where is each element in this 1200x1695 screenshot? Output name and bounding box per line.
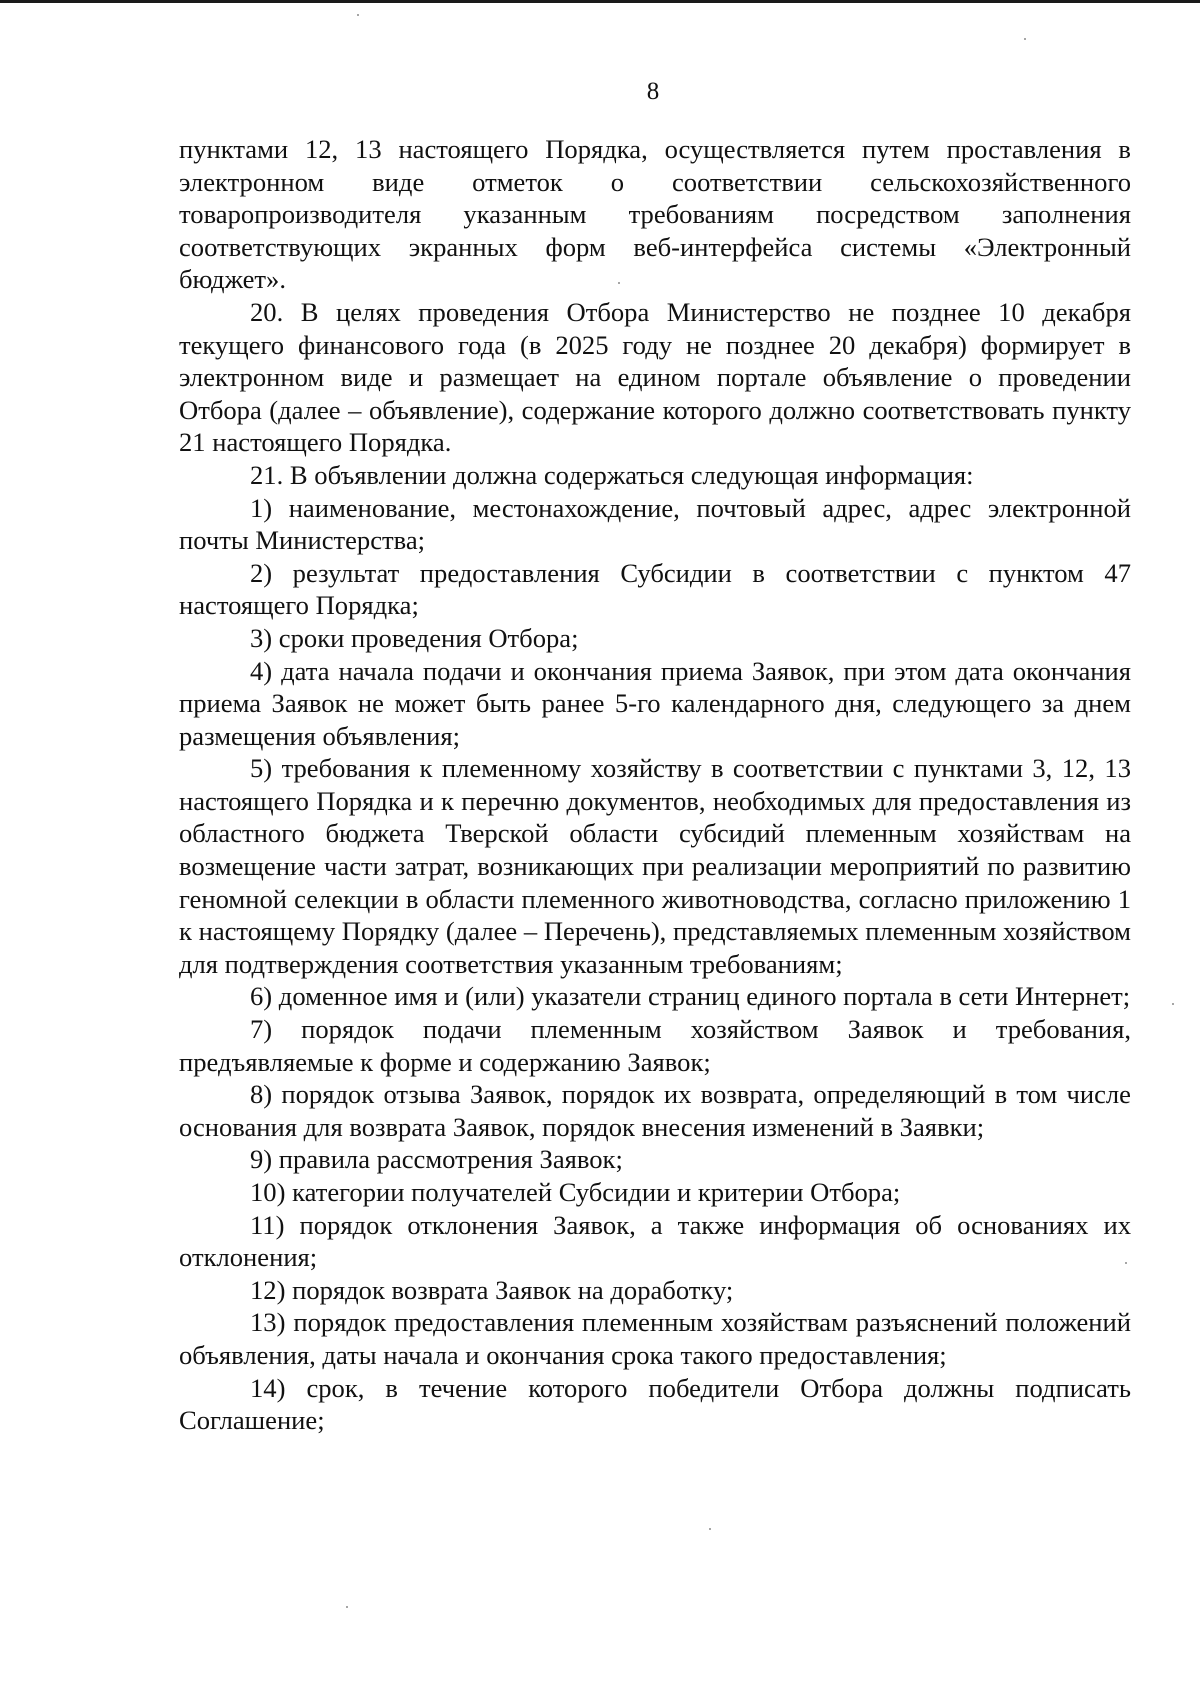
scan-speck (1172, 1003, 1174, 1005)
paragraph-21: 21. В объявлении должна содержаться следующая информация: (250, 459, 974, 490)
list-item-4: 4) дата начала подачи и окончания приема Заявок, при этом дата окончания приема Заявок не может быть ранее 5-го календарного дня, следующего за днем размещения объявления; (179, 655, 1131, 751)
list-item-5: 5) требования к племенному хозяйству в соответствии с пунктами 3, 12, 13 настоящего Порядка и к перечню документов, необходимых для предоставления из областного бюджета Тверской области субсидий племенным хозяйствам на возмещение части затрат, возникающих при реализации мероприятий по развитию геномной селекции в области племенного животноводства, согласно приложению 1 к настоящему Порядку (далее – Перечень), представляемых племенным хозяйством для подтверждения соответствия указанным требованиям; (179, 753, 1131, 979)
paragraph-20: 20. В целях проведения Отбора Министерство не позднее 10 декабря текущего финансового года (в 2025 году не позднее 20 декабря) формирует в электронном виде и размещает на едином портале объявление о проведении Отбора (далее – объявление), содержание которого должно соответствовать пункту 21 настоящего Порядка. (179, 296, 1131, 458)
scan-border (0, 0, 1200, 3)
list-item-12: 12) порядок возврата Заявок на доработку; (250, 1274, 734, 1305)
list-item-1: 1) наименование, местонахождение, почтовый адрес, адрес электронной почты Министерства; (179, 492, 1131, 556)
scan-speck (709, 1528, 711, 1530)
scan-speck (1024, 38, 1026, 40)
list-item-11: 11) порядок отклонения Заявок, а также информация об основаниях их отклонения; (179, 1209, 1131, 1273)
scan-speck (346, 1606, 348, 1608)
document-body (179, 133, 1131, 1437)
scan-speck (618, 282, 620, 284)
list-item-3: 3) сроки проведения Отбора; (250, 622, 579, 653)
page-number: 8 (646, 78, 660, 105)
list-item-13: 13) порядок предоставления племенным хозяйствам разъяснений положений объявления, даты начала и окончания срока такого предоставления; (179, 1307, 1131, 1370)
list-item-9: 9) правила рассмотрения Заявок; (250, 1144, 623, 1175)
list-item-10: 10) категории получателей Субсидии и критерии Отбора; (250, 1177, 901, 1207)
list-item-14: 14) срок, в течение которого победители Отбора должны подписать Соглашение; (179, 1372, 1131, 1436)
scan-speck (1125, 1262, 1127, 1264)
list-item-6: 6) доменное имя и (или) указатели страниц единого портала в сети Интернет; (250, 981, 1131, 1012)
paragraph-continuation: пунктами 12, 13 настоящего Порядка, осуществляется путем проставления в электронном виде отметок о соответствии сельскохозяйственного товаропроизводителя указанным требованиям посредством заполнения соответствующих экранных форм веб-интерфейса системы «Электронный бюджет». (179, 134, 1131, 295)
list-item-7: 7) порядок подачи племенным хозяйством Заявок и требования, предъявляемые к форме и содержанию Заявок; (179, 1014, 1131, 1077)
list-item-2: 2) результат предоставления Субсидии в соответствии с пунктом 47 настоящего Порядка; (179, 557, 1131, 621)
scan-speck (357, 14, 359, 16)
list-item-8: 8) порядок отзыва Заявок, порядок их возврата, определяющий в том числе основания для возврата Заявок, порядок внесения изменений в Заявки; (179, 1079, 1131, 1142)
